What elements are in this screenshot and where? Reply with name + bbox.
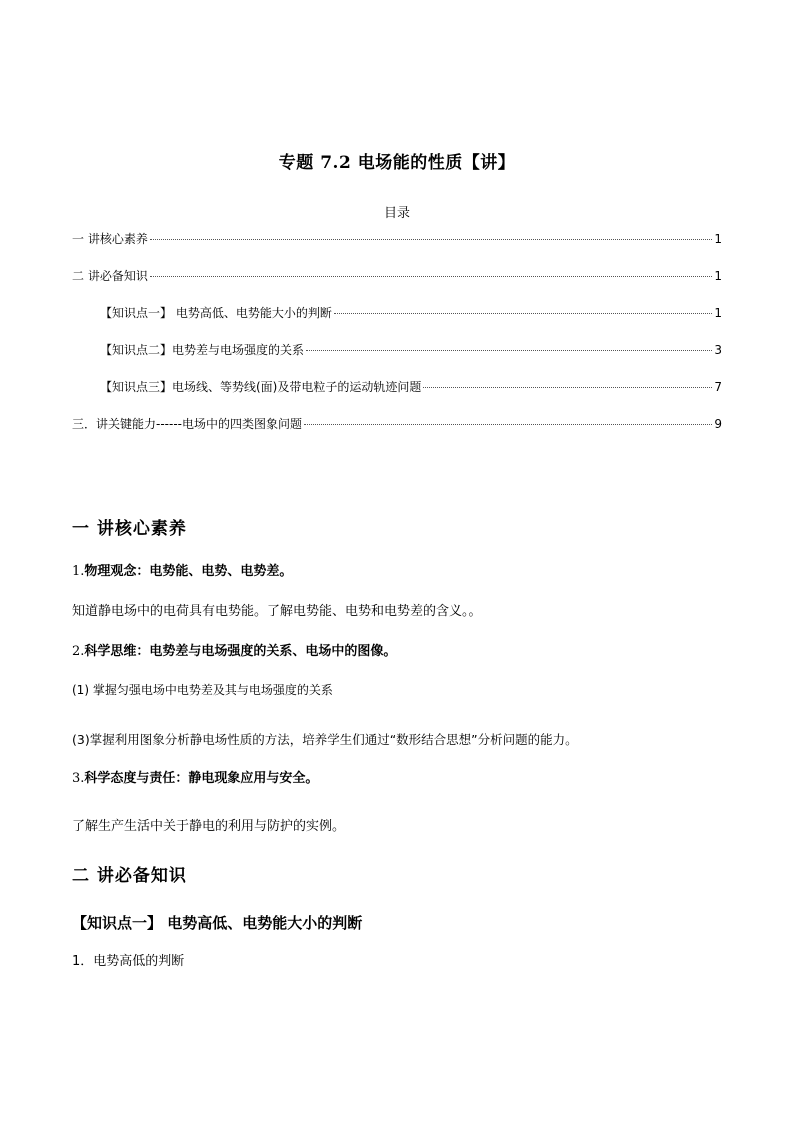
- section1-point2-heading: [72, 640, 396, 659]
- toc-leader-dots: [150, 239, 713, 240]
- toc-entry-core-literacy[interactable]: [72, 230, 722, 247]
- toc-heading: 目录: [383, 206, 410, 221]
- point-title: 科学态度与责任：静电现象应用与安全。: [84, 771, 319, 786]
- point-number: 1.: [72, 564, 85, 579]
- section1-point1-text: 知道静电场中的电荷具有电势能。了解电势能、电势和电势差的含义。。: [72, 604, 482, 619]
- toc-entry-kp3[interactable]: [100, 378, 722, 395]
- section1-point1-heading: [72, 560, 292, 579]
- point-number: 3.: [72, 771, 85, 786]
- toc-page-number: 9: [714, 417, 722, 431]
- toc-leader-dots: [334, 313, 713, 314]
- point-number: 2.: [72, 644, 85, 659]
- toc-entry-text: 【知识点一】 电势高低、电势能大小的判断: [100, 306, 332, 320]
- toc-entry-text: 一 讲核心素养: [72, 232, 148, 246]
- point-title: 物理观念：电势能、电势、电势差。: [84, 564, 293, 579]
- section1-point2-item3: (3)掌握利用图象分析静电场性质的方法，培养学生们通过“数形结合思想”分析问题的能力。: [72, 732, 578, 747]
- toc-page-number: 3: [714, 343, 722, 357]
- toc-entry-text: 三．讲关键能力------电场中的四类图象问题: [72, 417, 302, 431]
- section1-point3-heading: [72, 767, 318, 786]
- toc-entry-essential-knowledge[interactable]: [72, 267, 722, 284]
- toc-page-number: 1: [714, 232, 722, 246]
- toc-entry-text: 【知识点二】电势差与电场强度的关系: [100, 343, 305, 357]
- toc-leader-dots: [304, 424, 712, 425]
- section1-heading: 一 讲核心素养: [72, 519, 187, 539]
- toc-entry-kp2[interactable]: [100, 341, 722, 358]
- toc-leader-dots: [150, 276, 713, 277]
- section1-point2-item1: (1) 掌握匀强电场中电势差及其与电场强度的关系: [72, 683, 333, 697]
- document-title: 专题 7.2 电场能的性质【讲】: [278, 153, 516, 173]
- toc-leader-dots: [306, 350, 712, 351]
- toc-entry-kp1[interactable]: [100, 304, 722, 321]
- toc-page-number: 1: [714, 306, 722, 320]
- toc-entry-text: 【知识点三】电场线、等势线(面)及带电粒子的运动轨迹问题: [100, 380, 422, 394]
- toc-entry-key-ability[interactable]: [72, 415, 722, 432]
- toc-leader-dots: [423, 387, 712, 388]
- section1-point3-text: 了解生产生活中关于静电的利用与防护的实例。: [72, 819, 346, 834]
- section2-heading: 二 讲必备知识: [72, 866, 187, 886]
- knowledge-point1-heading: 【知识点一】 电势高低、电势能大小的判断: [72, 914, 363, 932]
- toc-entry-text: 二 讲必备知识: [72, 269, 148, 283]
- toc-page-number: 1: [714, 269, 722, 283]
- point-title: 科学思维：电势差与电场强度的关系、电场中的图像。: [84, 644, 397, 659]
- toc-page-number: 7: [714, 380, 722, 394]
- section2-item1: 1．电势高低的判断: [72, 954, 185, 969]
